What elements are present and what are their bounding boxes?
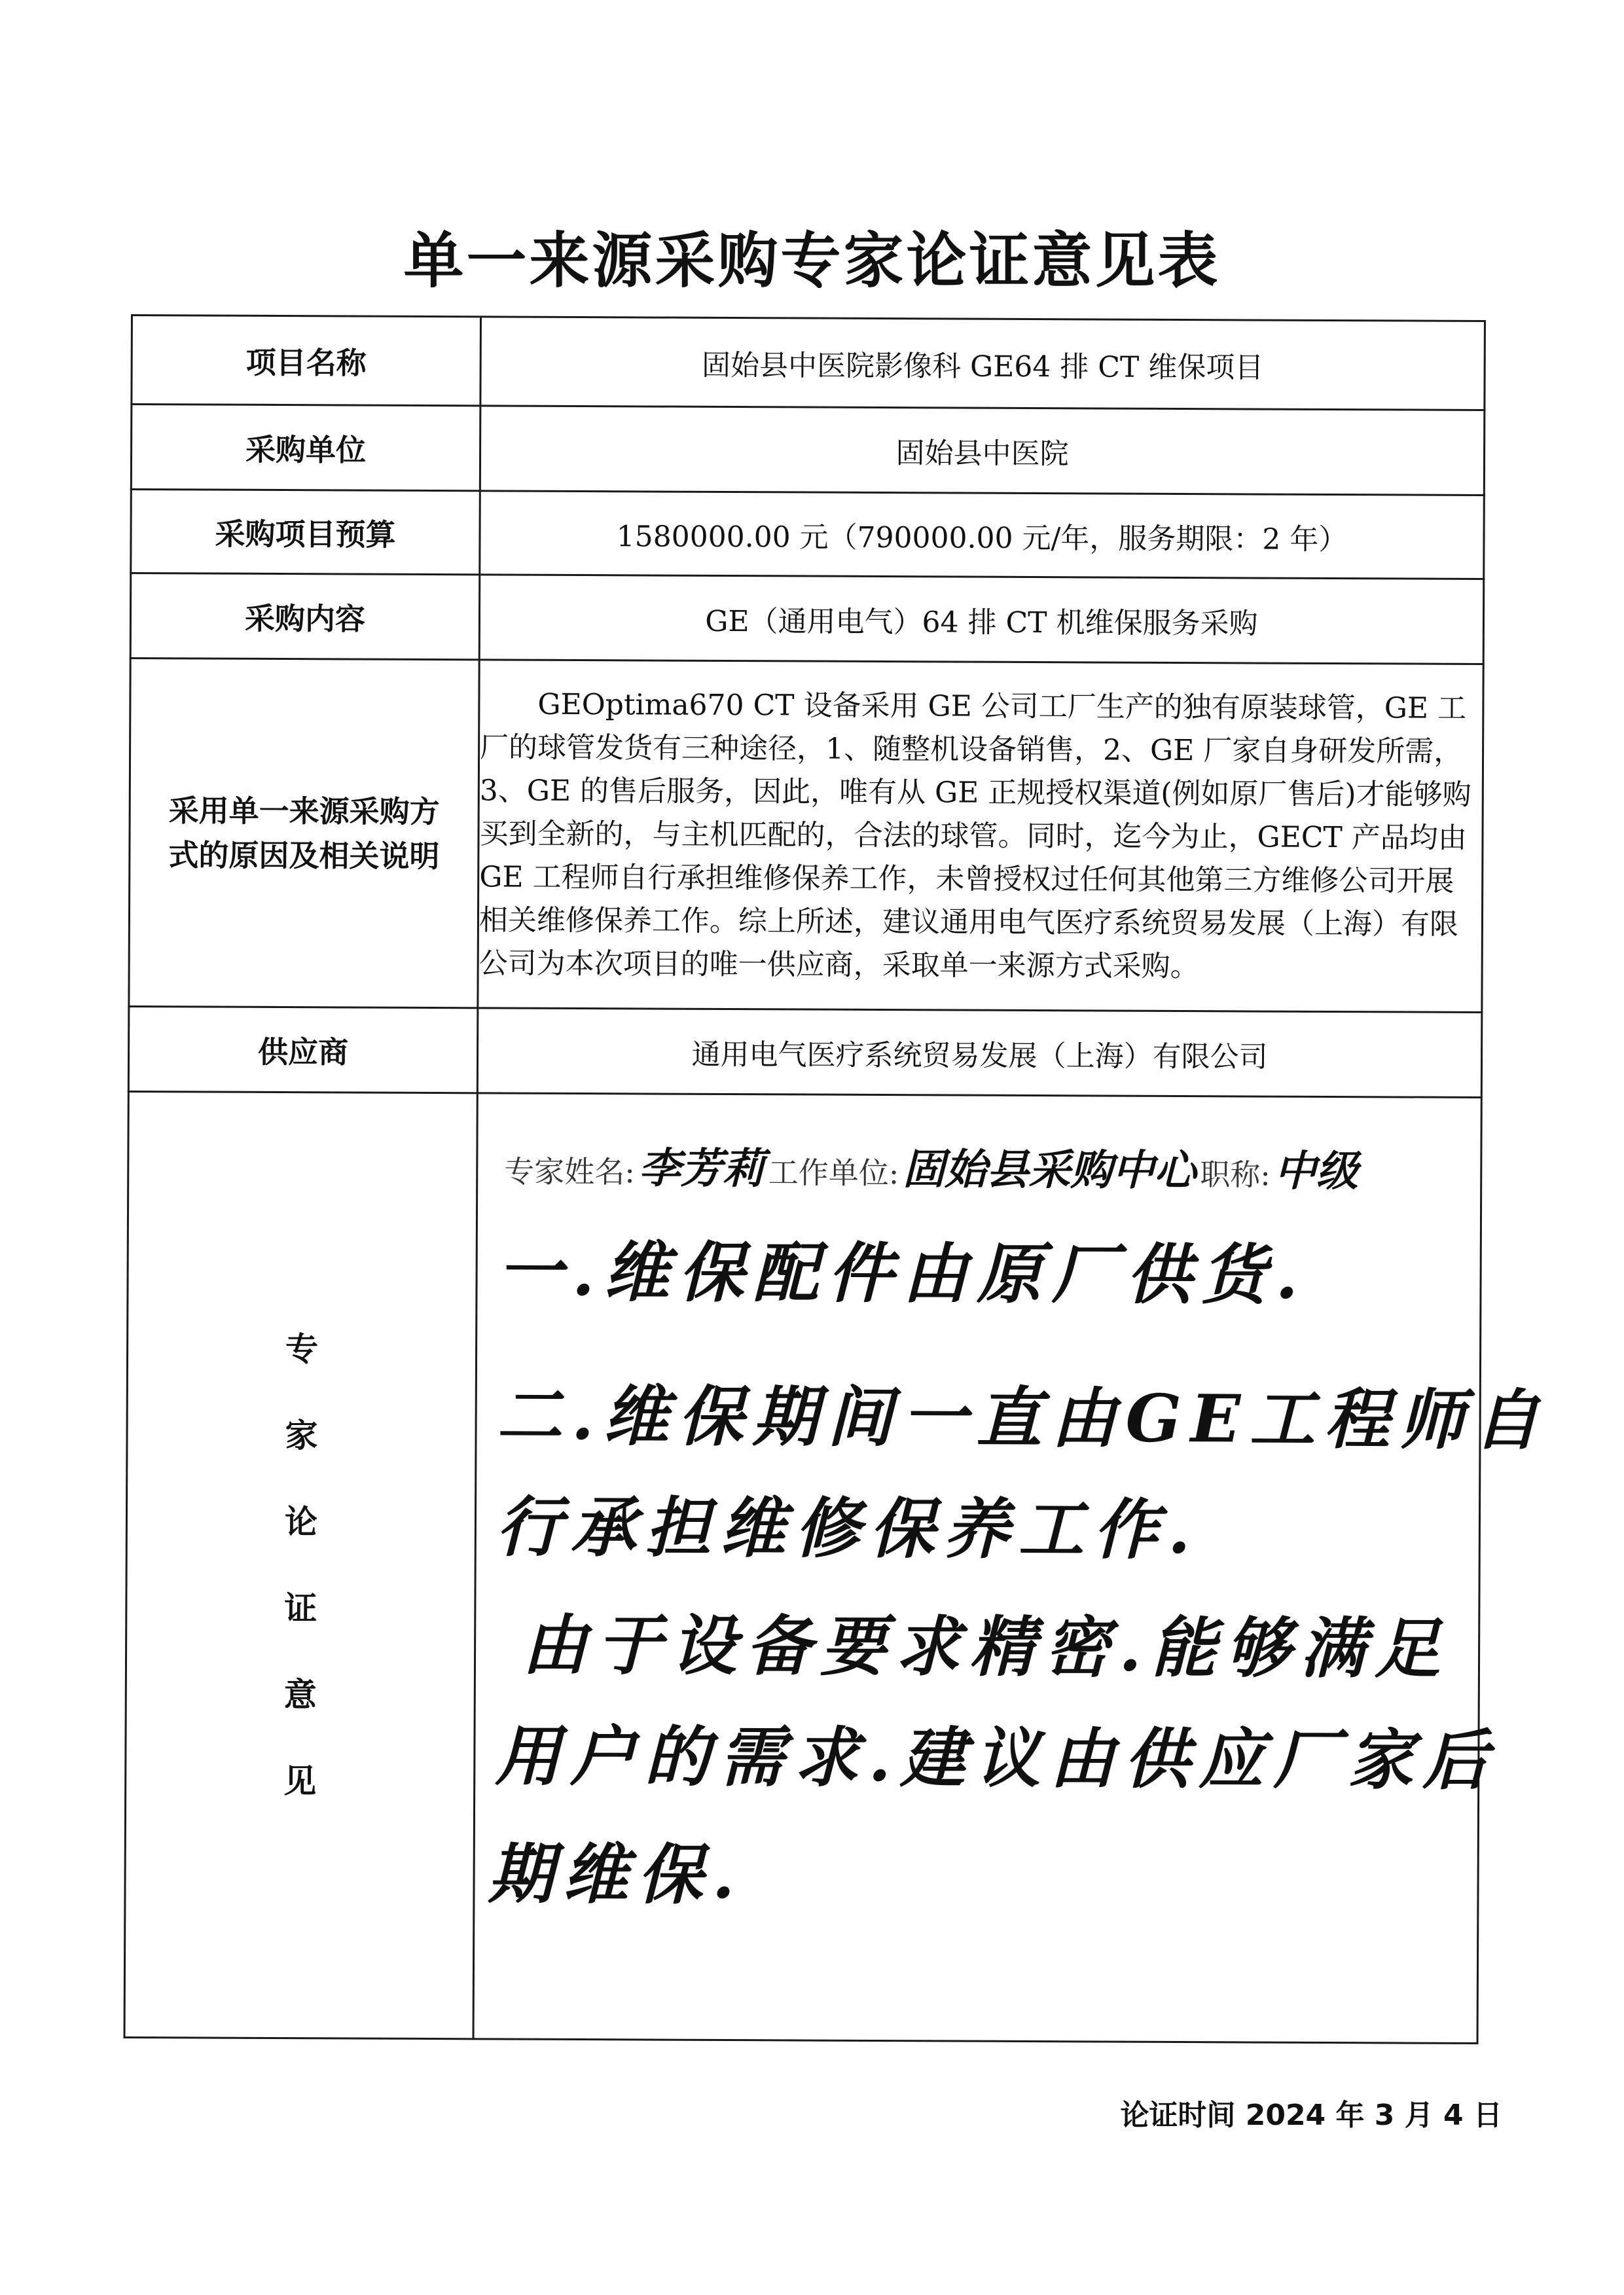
row-budget xyxy=(131,490,1485,579)
row-reason xyxy=(129,659,1483,1013)
reason-label-line2: 式的原因及相关说明 xyxy=(168,837,440,874)
row-expert-opinion xyxy=(124,1091,1481,2043)
page-title: 单一来源采购专家论证意见表 xyxy=(403,226,1221,296)
budget-value: 1580000.00 元（790000.00 元/年，服务期限：2 年） xyxy=(480,491,1485,579)
expert-info-row xyxy=(504,1134,1362,1199)
opinion-char: 证 xyxy=(284,1589,317,1628)
row-purchaser xyxy=(131,405,1485,496)
handwritten-line: 期维保. xyxy=(488,1835,744,1914)
handwritten-line: 二.维保期间一直由GE工程师自 xyxy=(496,1377,1549,1459)
project-name-value: 固始县中医院影像科 GE64 排 CT 维保项目 xyxy=(480,317,1485,410)
expert-unit-label: 工作单位: xyxy=(768,1155,899,1191)
expert-opinion-content xyxy=(473,1093,1549,2044)
expert-title-label: 职称: xyxy=(1200,1157,1271,1193)
expert-title-value: 中级 xyxy=(1274,1146,1358,1197)
content-value: GE（通用电气）64 排 CT 机维保服务采购 xyxy=(479,575,1484,664)
supplier-value: 通用电气医疗系统贸易发展（上海）有限公司 xyxy=(477,1008,1482,1098)
handwritten-line: 一.维保配件由原厂供货. xyxy=(497,1233,1308,1314)
budget-label: 采购项目预算 xyxy=(131,490,480,575)
opinion-char: 家 xyxy=(285,1417,318,1455)
row-supplier xyxy=(128,1006,1482,1097)
row-project-name xyxy=(132,316,1485,410)
row-content xyxy=(130,573,1484,664)
content-label: 采购内容 xyxy=(130,573,480,660)
project-name-label: 项目名称 xyxy=(132,316,481,406)
opinion-char: 意 xyxy=(283,1676,317,1714)
expert-name-value: 李芳莉 xyxy=(638,1144,765,1194)
opinion-char: 见 xyxy=(283,1762,317,1801)
form-table xyxy=(124,314,1549,2044)
argument-date: 论证时间 2024 年 3 月 4 日 xyxy=(1120,2099,1502,2132)
purchaser-value: 固始县中医院 xyxy=(480,406,1485,496)
purchaser-label: 采购单位 xyxy=(131,405,480,491)
handwritten-line: 由于设备要求精密.能够满足 xyxy=(521,1606,1450,1688)
handwritten-line: 用户的需求.建议由供应厂家后 xyxy=(495,1717,1498,1799)
reason-label-line1: 采用单一来源采购方 xyxy=(168,792,440,829)
opinion-char: 专 xyxy=(285,1330,319,1369)
opinion-form xyxy=(123,314,1549,2048)
handwritten-line: 行承担维修保养工作. xyxy=(496,1488,1200,1569)
supplier-label: 供应商 xyxy=(128,1006,478,1093)
expert-name-label: 专家姓名: xyxy=(504,1153,635,1190)
reason-text: GEOptima670 CT 设备采用 GE 公司工厂生产的独有原装球管，GE 工厂的球管发货有三种途径，1、随整机设备销售，2、GE 厂家自身研发所需，3、GE 的售后服务，因此，唯有从 GE 正规授权渠道(例如原厂售后)才能够购买到全新的，与主机匹配的，合法的球管。同时，迄今为止，GECT 产品均由 GE 工程师自行承担维修保养工作，未曾授权过任何其他第三方维修公司开展相关维修保养工作。综上所述，建议通用电气医疗系统贸易发展（上海）有限公司为本次项目的唯一供应商，采取单一来源方式采购。 xyxy=(478,660,1483,1013)
expert-opinion-box xyxy=(475,1094,1549,2042)
reason-label xyxy=(129,659,479,1008)
expert-opinion-label xyxy=(124,1091,477,2038)
expert-opinion-label-chars xyxy=(126,1305,475,1825)
opinion-char: 论 xyxy=(284,1503,318,1542)
expert-unit-value: 固始县采购中心 xyxy=(903,1145,1197,1196)
